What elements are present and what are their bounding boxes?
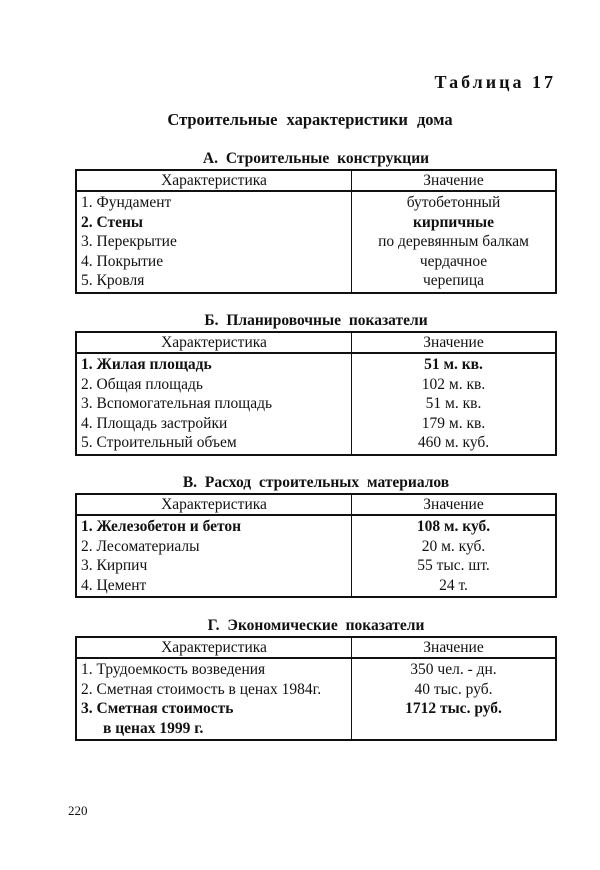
section-heading: Б. Планировочные показатели (204, 312, 428, 329)
characteristic-cell (76, 537, 352, 557)
header-row (76, 637, 556, 658)
value-cell: 55 тыс. шт. (417, 557, 490, 575)
section-table (75, 636, 557, 741)
characteristic-name: 5. Кровля (81, 272, 145, 290)
value-cell: 20 м. куб. (421, 537, 486, 555)
value-cell: 108 м. куб. (416, 518, 491, 535)
column-header-characteristic: Характеристика (76, 332, 352, 353)
characteristic-cell (76, 433, 352, 455)
table-row (76, 680, 556, 700)
table-row (76, 515, 556, 537)
page-number: 220 (68, 803, 88, 818)
value-cell: 1712 тыс. руб. (405, 700, 502, 718)
table-row (76, 556, 556, 576)
header-row (76, 170, 556, 191)
section-table (75, 493, 557, 598)
header-row (76, 332, 556, 353)
table-row (76, 375, 556, 395)
value-cell: по деревянным балкам (378, 233, 529, 251)
characteristic-name-continued: в ценах 1999 г. (103, 719, 204, 737)
value-cell: бутобетонный (406, 194, 501, 211)
table-row (76, 414, 556, 434)
table-row (76, 658, 556, 680)
section-2 (75, 312, 557, 456)
characteristic-name: 3. Вспомогательная площадь (81, 395, 273, 413)
characteristic-cell (76, 252, 352, 272)
section-heading: В. Расход строительных материалов (182, 474, 450, 491)
table-row (76, 191, 556, 213)
table-number: Таблица 17 (434, 72, 556, 92)
characteristic-name: 1. Фундамент (81, 194, 172, 211)
section-3 (75, 474, 557, 598)
characteristic-cell (76, 353, 352, 375)
characteristic-cell (76, 414, 352, 434)
table-row (76, 537, 556, 557)
column-header-characteristic: Характеристика (76, 494, 352, 515)
value-cell: кирпичные (413, 213, 494, 231)
value-cell: 179 м. кв. (421, 414, 486, 432)
column-header-value: Значение (352, 170, 557, 191)
characteristic-name: 3. Перекрытие (81, 233, 177, 251)
characteristic-name: 3. Кирпич (81, 557, 148, 575)
section-table (75, 331, 557, 456)
table-row (76, 576, 556, 598)
value-cell: 51 м. кв. (425, 395, 482, 413)
value-cell: 102 м. кв. (421, 375, 486, 393)
characteristic-cell (76, 232, 352, 252)
table-row (76, 394, 556, 414)
table-row (76, 213, 556, 233)
characteristic-cell (76, 515, 352, 537)
characteristic-cell (76, 556, 352, 576)
characteristic-cell (76, 699, 352, 740)
column-header-value: Значение (352, 637, 557, 658)
header-row (76, 494, 556, 515)
value-cell: 24 т. (439, 576, 468, 594)
characteristic-cell (76, 375, 352, 395)
characteristic-name: 2. Общая площадь (81, 375, 203, 393)
table-row (76, 232, 556, 252)
table-row (76, 252, 556, 272)
section-heading: А. Строительные конструкции (202, 150, 430, 167)
characteristic-cell (76, 271, 352, 293)
value-cell: 51 м. кв. (424, 356, 483, 373)
value-cell: черепица (422, 272, 485, 290)
column-header-value: Значение (352, 332, 557, 353)
characteristic-name: 1. Трудоемкость возведения (81, 661, 266, 678)
table-row (76, 433, 556, 455)
table-row (76, 699, 556, 740)
section-1 (75, 150, 557, 294)
table-row (76, 271, 556, 293)
characteristic-name: 5. Строительный объем (81, 434, 237, 452)
table-row (76, 353, 556, 375)
characteristic-name: 1. Железобетон и бетон (81, 518, 242, 535)
characteristic-name: 2. Стены (81, 213, 144, 231)
column-header-value: Значение (352, 494, 557, 515)
characteristic-cell (76, 658, 352, 680)
column-header-characteristic: Характеристика (76, 637, 352, 658)
characteristic-cell (76, 394, 352, 414)
characteristic-name: 4. Площадь застройки (81, 414, 228, 432)
value-cell: 460 м. куб. (417, 434, 490, 452)
characteristic-name: 1. Жилая площадь (81, 356, 212, 373)
value-cell: 350 чел. - дн. (410, 661, 497, 678)
page-title: Строительные характеристики дома (167, 110, 453, 129)
section-heading: Г. Экономические показатели (207, 617, 425, 634)
characteristic-name: 4. Цемент (81, 576, 147, 594)
characteristic-cell (76, 213, 352, 233)
column-header-characteristic: Характеристика (76, 170, 352, 191)
characteristic-cell (76, 191, 352, 213)
characteristic-name: 2. Сметная стоимость в ценах 1984г. (81, 680, 322, 698)
characteristic-name: 3. Сметная стоимость (81, 700, 234, 718)
section-4 (75, 617, 557, 741)
characteristic-cell (76, 576, 352, 598)
characteristic-name: 4. Покрытие (81, 252, 164, 270)
characteristic-name: 2. Лесоматериалы (81, 537, 200, 555)
section-table (75, 169, 557, 294)
value-cell: чердачное (419, 252, 488, 270)
characteristic-cell (76, 680, 352, 700)
value-cell: 40 тыс. руб. (414, 680, 493, 698)
